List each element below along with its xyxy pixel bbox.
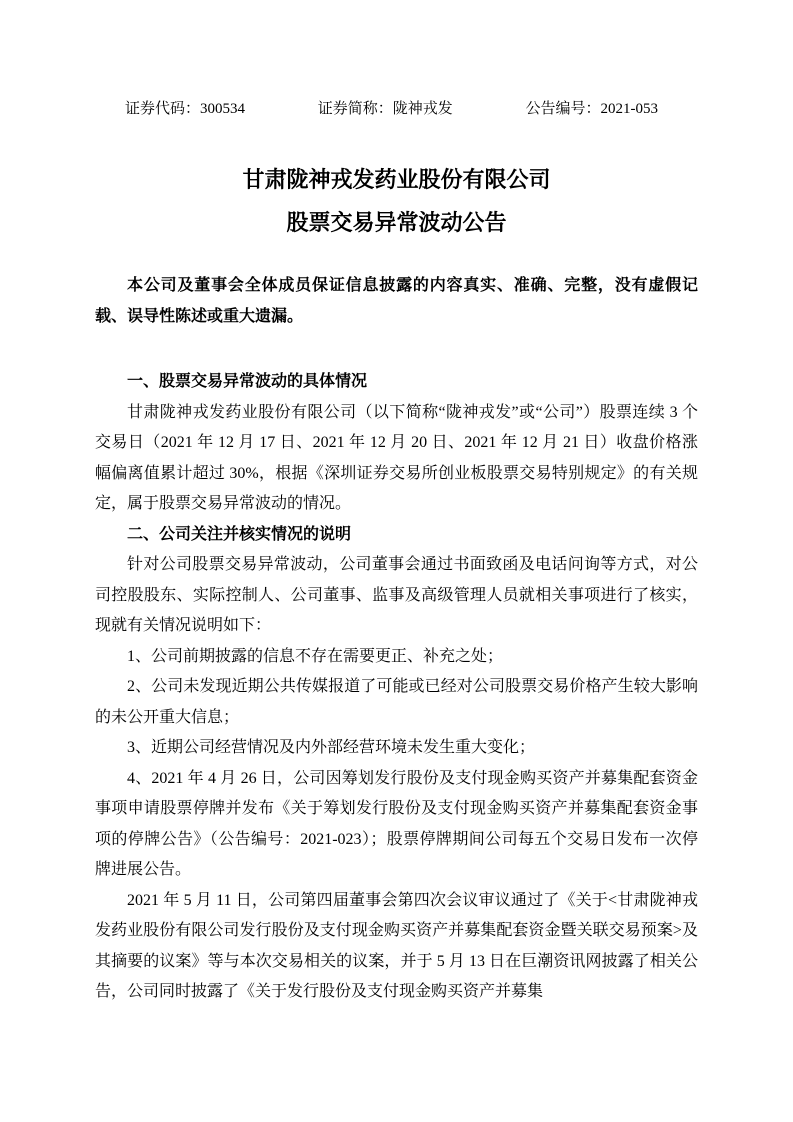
- document-body: [95, 271, 698, 1008]
- stock-name: 证券简称：陇神戎发: [317, 101, 453, 117]
- section-2-item-2: 2、公司未发现近期公共传媒报道了可能或已经对公司股票交易价格产生较大影响的未公开重大信息；: [95, 678, 698, 726]
- section-2-intro-paragraph: 针对公司股票交易异常波动，公司董事会通过书面致函及电话问询等方式，对公司控股股东、实际控制人、公司董事、监事及高级管理人员就相关事项进行了核实，现就有关情况说明如下：: [95, 556, 698, 634]
- announcement-title: 股票交易异常波动公告: [286, 210, 507, 235]
- stock-code: 证券代码：300534: [125, 101, 246, 117]
- section-2-item-4: 4、2021 年 4 月 26 日，公司因筹划发行股份及支付现金购买资产并募集配套资金事项申请股票停牌并发布《关于筹划发行股份及支付现金购买资产并募集配套资金事项的停牌公告》（公告编号：2021-023）；股票停牌期间公司每五个交易日发布一次停牌进展公告。: [95, 769, 698, 878]
- declaration-statement: 本公司及董事会全体成员保证信息披露的内容真实、准确、完整，没有虚假记载、误导性陈述或重大遗漏。: [95, 277, 698, 325]
- announcement-number: 公告编号：2021-053: [525, 101, 658, 117]
- section-2-closing-paragraph: 2021 年 5 月 11 日，公司第四届董事会第四次会议审议通过了《关于<甘肃陇神戎发药业股份有限公司发行股份及支付现金购买资产并募集配套资金暨关联交易预案>及其摘要的议案》等与本次交易相关的议案，并于 5 月 13 日在巨潮资讯网披露了相关公告，公司同时披露了《关于发行股份及支付现金购买资产并募集: [95, 891, 698, 1000]
- section-1-paragraph: 甘肃陇神戎发药业股份有限公司（以下简称“陇神戎发”或“公司”）股票连续 3 个交易日（2021 年 12 月 17 日、2021 年 12 月 20 日、2021 年 12 月 21 日）收盘价格涨幅偏离值累计超过 30%，根据《深圳证券交易所创业板股票交易特别规定》的有关规定，属于股票交易异常波动的情况。: [95, 403, 698, 512]
- document-header: [95, 98, 698, 120]
- company-name-title: 甘肃陇神戎发药业股份有限公司: [242, 167, 551, 192]
- section-2-item-1: 1、公司前期披露的信息不存在需要更正、补充之处；: [127, 647, 504, 665]
- section-1-heading: 一、股票交易异常波动的具体情况: [127, 373, 368, 390]
- section-2-item-3: 3、近期公司经营情况及内外部经营环境未发生重大变化；: [127, 739, 536, 756]
- section-2-heading: 二、公司关注并核实情况的说明: [127, 525, 352, 543]
